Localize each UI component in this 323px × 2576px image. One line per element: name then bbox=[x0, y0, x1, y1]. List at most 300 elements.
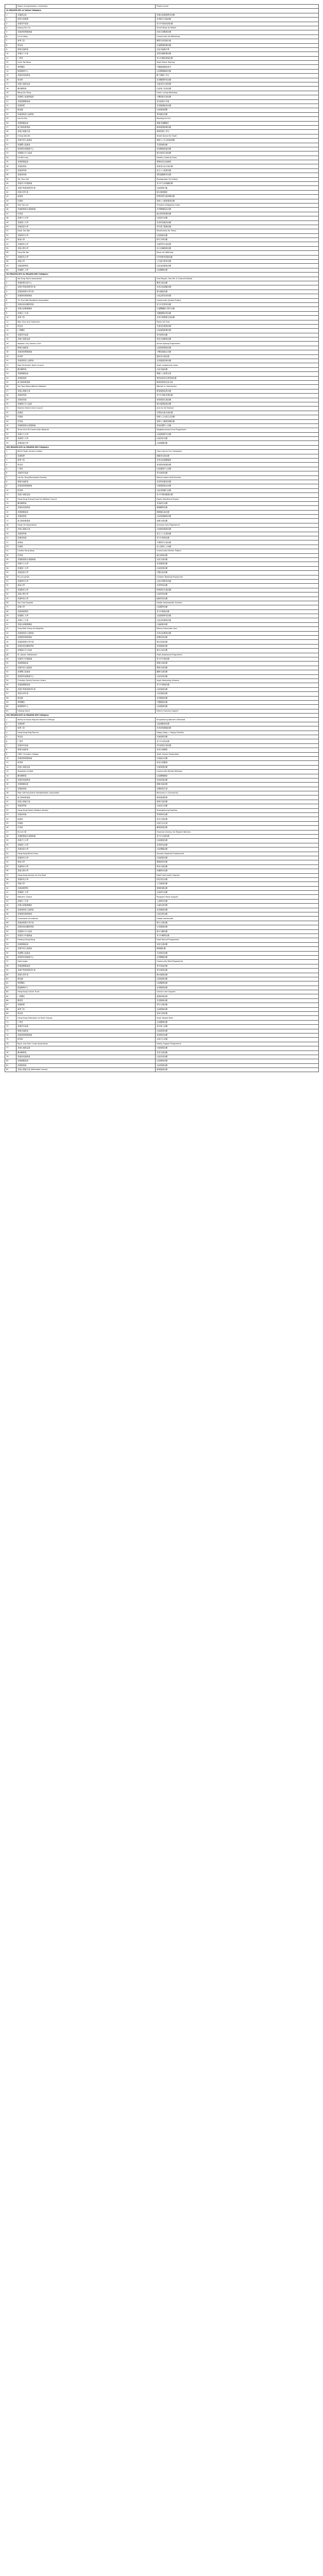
row-number: 7 bbox=[5, 476, 16, 480]
row-number: 60 bbox=[5, 705, 16, 709]
row-number: 29 bbox=[5, 571, 16, 575]
project-name: 社區更生計劃 bbox=[156, 804, 319, 808]
project-name: 社區法律教育計劃 bbox=[156, 579, 319, 583]
row-number: 58 bbox=[5, 260, 16, 264]
table-row bbox=[5, 938, 319, 942]
row-number: 2 bbox=[5, 18, 16, 22]
table-row bbox=[5, 329, 319, 333]
project-name: 女性發展計劃 bbox=[156, 692, 319, 696]
row-number: 16 bbox=[5, 78, 16, 82]
row-number: 2 bbox=[5, 454, 16, 458]
organisation-name: 香港耆康老人福利會 bbox=[16, 112, 156, 116]
project-name: 社福機構能力提升計劃 bbox=[156, 307, 319, 311]
project-name: 社區共融計劃 bbox=[156, 367, 319, 371]
table-row bbox=[5, 791, 319, 795]
project-name: 青年創科計劃 bbox=[156, 333, 319, 337]
project-name: 社區媒體計劃 bbox=[156, 441, 319, 445]
row-number: 33 bbox=[5, 151, 16, 156]
organisation-name: 香港傷健協會 bbox=[16, 121, 156, 125]
table-row bbox=[5, 1007, 319, 1011]
row-number: 54 bbox=[5, 242, 16, 246]
table-row bbox=[5, 39, 319, 43]
project-name: Family Resilience Project bbox=[156, 497, 319, 501]
row-number: 69 bbox=[5, 1012, 16, 1016]
table-row bbox=[5, 454, 319, 458]
project-name: 長者認知障礙計劃 bbox=[156, 726, 319, 731]
organisation-name: 香港婦女中心協會 bbox=[16, 929, 156, 934]
organisation-name: 香港明愛社區中心 bbox=[16, 281, 156, 285]
organisation-name: 香港家庭福利會 bbox=[16, 506, 156, 510]
table-row bbox=[5, 705, 319, 709]
row-number: 57 bbox=[5, 692, 16, 696]
row-number: 12 bbox=[5, 324, 16, 328]
organisation-name: 樂善堂 bbox=[16, 998, 156, 1003]
category-title: (I) HK$200,001 or below Category: bbox=[5, 9, 319, 13]
project-name: 婦女健康計劃 bbox=[156, 973, 319, 977]
project-name: 家庭支援網絡計劃 bbox=[156, 337, 319, 342]
row-number: 11 bbox=[5, 320, 16, 324]
table-row bbox=[5, 1012, 319, 1016]
row-number: 27 bbox=[5, 562, 16, 566]
row-number: 40 bbox=[5, 886, 16, 890]
table-row bbox=[5, 726, 319, 731]
project-name: 家庭教育推廣計劃 bbox=[156, 463, 319, 467]
table-row bbox=[5, 78, 319, 82]
organisation-name: 香港青少年服務處 bbox=[16, 934, 156, 938]
category-row bbox=[5, 714, 319, 718]
project-name: 單親支援計劃 bbox=[156, 662, 319, 666]
project-name: 家庭支援計劃 bbox=[156, 942, 319, 946]
organisation-name: 東華三院 bbox=[16, 1007, 156, 1011]
table-row bbox=[5, 848, 319, 852]
project-name: 中醫社區計劃 bbox=[156, 571, 319, 575]
table-row bbox=[5, 662, 319, 666]
row-number: 28 bbox=[5, 566, 16, 570]
organisation-name: 仁愛堂 bbox=[16, 739, 156, 743]
row-number: 67 bbox=[5, 1003, 16, 1007]
table-row bbox=[5, 921, 319, 925]
row-number: 49 bbox=[5, 221, 16, 225]
table-row bbox=[5, 1046, 319, 1050]
organisation-name: Hong Kong Dog Rescue bbox=[16, 731, 156, 735]
table-row bbox=[5, 311, 319, 315]
row-number: 30 bbox=[5, 575, 16, 579]
row-number: 72 bbox=[5, 1025, 16, 1029]
project-name: 健康推廣計劃 bbox=[156, 994, 319, 998]
project-name: 社區環保行動 bbox=[156, 186, 319, 190]
project-name: 災難應變培訓計劃 bbox=[156, 311, 319, 315]
project-name: 長者健康計劃 bbox=[156, 908, 319, 912]
organisation-name: 東華三院 bbox=[16, 726, 156, 731]
row-number: 80 bbox=[5, 1059, 16, 1063]
project-name: 社區義工培訓計劃 bbox=[156, 87, 319, 91]
row-number: 8 bbox=[5, 43, 16, 47]
project-name: 社區健康推廣計劃 bbox=[156, 329, 319, 333]
project-name: 視障支援計劃 bbox=[156, 666, 319, 670]
organisation-name: 香港紅十字會 bbox=[16, 52, 156, 56]
table-row bbox=[5, 493, 319, 497]
project-name: 創新科技計劃 bbox=[156, 597, 319, 601]
organisation-name: 聖雅各福群會 bbox=[16, 480, 156, 484]
organisation-name: 香港戒毒會 bbox=[16, 173, 156, 177]
project-name: 社區關懷網絡計劃 bbox=[156, 69, 319, 73]
project-name: 長者科技應用計劃 bbox=[156, 221, 319, 225]
organisation-name: 香港小童群益會 bbox=[16, 765, 156, 769]
table-row bbox=[5, 977, 319, 981]
organisation-name: 協康會 bbox=[16, 540, 156, 545]
organisation-name: 香港理工大學 bbox=[16, 566, 156, 570]
table-row bbox=[5, 406, 319, 411]
row-number: 79 bbox=[5, 1055, 16, 1059]
table-row bbox=[5, 1068, 319, 1072]
organisation-name: 香港樹仁大學 bbox=[16, 268, 156, 272]
table-row bbox=[5, 549, 319, 553]
organisation-name: 香港中文大學 bbox=[16, 432, 156, 436]
organisation-name: Christian Family Service Centre bbox=[16, 679, 156, 683]
organisation-name: 香港教育大學 bbox=[16, 865, 156, 869]
organisation-name: 博愛醫院 bbox=[16, 700, 156, 704]
row-number: 26 bbox=[5, 558, 16, 562]
row-number: 12 bbox=[5, 765, 16, 769]
table-row bbox=[5, 268, 319, 272]
row-number: 61 bbox=[5, 977, 16, 981]
table-row bbox=[5, 743, 319, 748]
project-name: 中醫健康講座系列 bbox=[156, 65, 319, 69]
row-number: 47 bbox=[5, 917, 16, 921]
row-number: 52 bbox=[5, 938, 16, 942]
organisation-name: 博愛醫院 bbox=[16, 981, 156, 986]
project-name: 長者健康計劃 bbox=[156, 562, 319, 566]
row-number: 77 bbox=[5, 1046, 16, 1050]
organisation-name: 聖雅各福群會 bbox=[16, 748, 156, 752]
row-number: 12 bbox=[5, 497, 16, 501]
row-number: 37 bbox=[5, 168, 16, 173]
row-number: 4 bbox=[5, 463, 16, 467]
row-number: 45 bbox=[5, 908, 16, 912]
project-name: 聽障支援計劃 bbox=[156, 670, 319, 674]
row-number: 13 bbox=[5, 501, 16, 505]
organisation-name: 香港演藝學院 bbox=[16, 609, 156, 614]
organisation-name: 香港科技大學 bbox=[16, 877, 156, 882]
organisation-name: 香港家庭福利會 bbox=[16, 1055, 156, 1059]
table-row bbox=[5, 852, 319, 856]
project-name: 長期病患支援 bbox=[156, 787, 319, 791]
project-name: 青少年生涯規劃計劃 bbox=[156, 182, 319, 186]
row-number: 48 bbox=[5, 216, 16, 221]
row-number: 41 bbox=[5, 186, 16, 190]
row-number: 35 bbox=[5, 160, 16, 164]
project-name: 智障人士社區生活計劃 bbox=[156, 415, 319, 419]
organisation-name: 香港小童群益會 bbox=[16, 1046, 156, 1050]
header-row bbox=[5, 5, 319, 9]
table-row bbox=[5, 609, 319, 614]
project-name: 科技普及計劃 bbox=[156, 877, 319, 882]
table-row bbox=[5, 986, 319, 990]
row-number: 10 bbox=[5, 52, 16, 56]
table-row bbox=[5, 164, 319, 168]
table-row bbox=[5, 419, 319, 423]
project-name: 青少年禁毒計劃 bbox=[156, 536, 319, 540]
table-row bbox=[5, 246, 319, 250]
organisation-name: 扶康會 bbox=[16, 199, 156, 203]
project-name: 社區健康計劃 bbox=[156, 839, 319, 843]
table-row bbox=[5, 415, 319, 419]
organisation-name: 香港耆康老人福利會 bbox=[16, 908, 156, 912]
organisation-name: 嶺南大學 bbox=[16, 238, 156, 242]
row-number: 34 bbox=[5, 592, 16, 597]
organisation-name: 香港基督教女青年會 bbox=[16, 921, 156, 925]
table-row bbox=[5, 294, 319, 298]
table-row bbox=[5, 441, 319, 445]
project-name: Neighbourhood Care Programme bbox=[156, 428, 319, 432]
category-row bbox=[5, 273, 319, 277]
table-row bbox=[5, 1063, 319, 1067]
row-number: 21 bbox=[5, 99, 16, 104]
project-name: Community Art Workshop bbox=[156, 35, 319, 39]
organisation-name: 嶺南大學 bbox=[16, 584, 156, 588]
project-name: Strengthening Families bbox=[156, 808, 319, 812]
organisation-name: 香港青少年服務處 bbox=[16, 182, 156, 186]
row-number: 15 bbox=[5, 337, 16, 342]
organisation-name: Sham Shui Po Community Network bbox=[16, 428, 156, 432]
project-name: Inclusive Arts Programme bbox=[156, 523, 319, 527]
row-number: 29 bbox=[5, 398, 16, 402]
organisation-name: 香港心理衞生會 bbox=[16, 800, 156, 804]
row-number: 39 bbox=[5, 882, 16, 886]
row-number: 31 bbox=[5, 406, 16, 411]
project-name: 預防濫藥教育計劃 bbox=[156, 173, 319, 177]
row-number: 20 bbox=[5, 800, 16, 804]
category-title: (II) HK$200,001 to HK$400,000 Category: bbox=[5, 273, 319, 277]
organisation-name: 香港善導會 bbox=[16, 168, 156, 173]
project-name: 青年就業計劃 bbox=[156, 471, 319, 476]
project-name: Visually Impaired Employment bbox=[156, 852, 319, 856]
row-number: 37 bbox=[5, 873, 16, 877]
organisation-name: 香港聾人協進會 bbox=[16, 143, 156, 147]
organisation-name: Stewards Limited bbox=[16, 770, 156, 774]
project-name: 無障礙計劃 bbox=[156, 947, 319, 951]
table-row bbox=[5, 783, 319, 787]
organisation-name: Tam Yuk Lan bbox=[16, 203, 156, 207]
row-number: 16 bbox=[5, 342, 16, 346]
table-row bbox=[5, 666, 319, 670]
table-row bbox=[5, 372, 319, 376]
row-number: 18 bbox=[5, 791, 16, 795]
table-row bbox=[5, 545, 319, 549]
project-name: Women in Community bbox=[156, 385, 319, 389]
row-number: 25 bbox=[5, 117, 16, 121]
table-row bbox=[5, 904, 319, 908]
row-number: 52 bbox=[5, 670, 16, 674]
organisation-name: 香港復康會 bbox=[16, 376, 156, 380]
organisation-name: 卓越基金會 bbox=[16, 13, 156, 17]
organisation-name: 香港中文大學 bbox=[16, 216, 156, 221]
row-number: 1 bbox=[5, 718, 16, 722]
project-name: 更生人士就業計劃 bbox=[156, 168, 319, 173]
table-row bbox=[5, 683, 319, 687]
table-row bbox=[5, 302, 319, 307]
project-name: 兒童發展基金計劃 bbox=[156, 484, 319, 488]
project-name: 社區急救培訓計劃 bbox=[156, 294, 319, 298]
project-name: 戒毒康復支援計劃 bbox=[156, 398, 319, 402]
project-name: 家庭健康計劃 bbox=[156, 644, 319, 648]
row-number: 68 bbox=[5, 1007, 16, 1011]
organisation-name: 香港城市大學 bbox=[16, 856, 156, 860]
table-row bbox=[5, 156, 319, 160]
organisation-name: CNEC Christian College bbox=[16, 752, 156, 756]
row-number: 20 bbox=[5, 532, 16, 536]
header-organisation-column: Name of organisation / individual bbox=[16, 5, 156, 9]
project-name: 青年創業分享會 bbox=[156, 99, 319, 104]
row-number: 53 bbox=[5, 942, 16, 946]
row-number: 43 bbox=[5, 195, 16, 199]
project-name: 中醫服務計劃 bbox=[156, 700, 319, 704]
organisation-name: 匡智會 bbox=[16, 826, 156, 830]
table-row bbox=[5, 221, 319, 225]
organisation-name: 匡智會 bbox=[16, 553, 156, 557]
organisation-name: Tin Shui Wai Residents Association bbox=[16, 298, 156, 302]
project-name: 婦女支援計劃 bbox=[156, 921, 319, 925]
table-row bbox=[5, 869, 319, 873]
project-name: 青少年藝術計劃 bbox=[156, 609, 319, 614]
project-name: 兒童保護計劃 bbox=[156, 765, 319, 769]
table-row bbox=[5, 139, 319, 143]
row-number: 7 bbox=[5, 302, 16, 307]
table-row bbox=[5, 398, 319, 402]
project-name: 青少年輔導計劃 bbox=[156, 934, 319, 938]
table-row bbox=[5, 622, 319, 626]
organisation-name: 明愛社會服務 bbox=[16, 18, 156, 22]
organisation-name: Hong Kong Sheng Kung Hui Welfare Council bbox=[16, 497, 156, 501]
table-row bbox=[5, 627, 319, 631]
project-name: Youth Music Sharing bbox=[156, 61, 319, 65]
row-number: 37 bbox=[5, 605, 16, 609]
organisation-name: 香港基督教服務處 bbox=[16, 484, 156, 488]
row-number: 58 bbox=[5, 964, 16, 968]
row-number: 31 bbox=[5, 579, 16, 583]
organisation-name: 救世軍 bbox=[16, 78, 156, 82]
row-number: 21 bbox=[5, 536, 16, 540]
project-name: 更生人士支援計劃 bbox=[156, 532, 319, 536]
table-row bbox=[5, 394, 319, 398]
project-name: 社區醫療計劃 bbox=[156, 1020, 319, 1024]
organisation-name: 嗇色園 bbox=[16, 108, 156, 112]
organisation-name: Yan Chai Hospital bbox=[16, 601, 156, 605]
table-row bbox=[5, 761, 319, 765]
row-number: 2 bbox=[5, 281, 16, 285]
row-number: 6 bbox=[5, 298, 16, 302]
project-name: 家庭支援服務 bbox=[156, 761, 319, 765]
organisation-name: Hong Kong Cancer Fund bbox=[16, 990, 156, 994]
organisation-name: 香港失明人協進會 bbox=[16, 139, 156, 143]
organisation-name: Kwong Hin Tin bbox=[16, 26, 156, 30]
project-name: 手語推廣計劃 bbox=[156, 143, 319, 147]
project-name: 青年義工計劃 bbox=[156, 1025, 319, 1029]
row-number: 42 bbox=[5, 895, 16, 899]
table-row bbox=[5, 87, 319, 91]
organisation-name: 救世軍 bbox=[16, 354, 156, 359]
table-row bbox=[5, 553, 319, 557]
table-row bbox=[5, 618, 319, 622]
organisation-name: 新生精神康復會 bbox=[16, 380, 156, 384]
organisation-name: 香港女青年會 bbox=[16, 973, 156, 977]
organisation-name: 基督教家庭服務中心 bbox=[16, 955, 156, 959]
row-number: 51 bbox=[5, 934, 16, 938]
project-name: 社區服務計劃 bbox=[156, 705, 319, 709]
row-number: 78 bbox=[5, 1050, 16, 1055]
row-number: 11 bbox=[5, 761, 16, 765]
organisation-name: 香港單親協會 bbox=[16, 942, 156, 946]
table-row bbox=[5, 994, 319, 998]
row-number: 14 bbox=[5, 506, 16, 510]
project-name: 精神健康推廣計劃 bbox=[156, 125, 319, 129]
project-name: 特殊需要兒童訓練計劃 bbox=[156, 195, 319, 199]
project-name: 青年義工服務計劃 bbox=[156, 225, 319, 229]
organisation-name: 香港中華基督教青年會 bbox=[16, 186, 156, 190]
header-project-column: Project name bbox=[156, 5, 319, 9]
project-name: 手語教育計劃 bbox=[156, 951, 319, 955]
project-name: 兒童福利計劃 bbox=[156, 735, 319, 739]
project-name: 職業康復計劃 bbox=[156, 826, 319, 830]
organisation-name: 嗇色園 bbox=[16, 696, 156, 700]
project-name: 社區服務計劃 bbox=[156, 1007, 319, 1011]
project-name: Recovery in Community bbox=[156, 791, 319, 795]
table-row bbox=[5, 731, 319, 735]
project-name: Reading for Fun bbox=[156, 117, 319, 121]
table-row bbox=[5, 540, 319, 545]
project-name: 社區創新計劃 bbox=[156, 856, 319, 860]
organisation-name: 香港遊樂場協會 bbox=[16, 683, 156, 687]
project-name: Public Art Trail bbox=[156, 320, 319, 324]
organisation-name: 香港明愛 bbox=[16, 722, 156, 726]
organisation-name: 香港大學 bbox=[16, 605, 156, 609]
table-row bbox=[5, 195, 319, 199]
table-row bbox=[5, 95, 319, 99]
row-number: 38 bbox=[5, 173, 16, 177]
project-name: 社區健康計劃 bbox=[156, 977, 319, 981]
header-number-column bbox=[5, 5, 16, 9]
organisation-name: 仁愛堂 bbox=[16, 1020, 156, 1024]
row-number: 16 bbox=[5, 783, 16, 787]
table-row bbox=[5, 597, 319, 601]
table-row bbox=[5, 437, 319, 441]
organisation-name: 香港青年協會 bbox=[16, 22, 156, 26]
table-row bbox=[5, 1050, 319, 1055]
project-name: 露宿者支援計劃 bbox=[156, 354, 319, 359]
row-number: 74 bbox=[5, 1033, 16, 1037]
organisation-name: 香港單親協會 bbox=[16, 662, 156, 666]
organisation-name: 香港聖約翰救傷會 bbox=[16, 294, 156, 298]
row-number: 61 bbox=[5, 709, 16, 713]
project-name: 婚姻輔導計劃 bbox=[156, 506, 319, 510]
row-number: 19 bbox=[5, 795, 16, 800]
row-number: 38 bbox=[5, 877, 16, 882]
organisation-name: 香港社會服務聯會 bbox=[16, 904, 156, 908]
row-number: 25 bbox=[5, 821, 16, 825]
table-row bbox=[5, 969, 319, 973]
table-row bbox=[5, 121, 319, 125]
table-row bbox=[5, 22, 319, 26]
organisation-name: 香港婦女中心協會 bbox=[16, 649, 156, 653]
organisation-name: 香港社會服務聯會 bbox=[16, 622, 156, 626]
table-row bbox=[5, 1020, 319, 1024]
table-row bbox=[5, 30, 319, 35]
row-number: 43 bbox=[5, 899, 16, 903]
organisation-name: 香港青年協會 bbox=[16, 471, 156, 476]
organisation-name: 香港聖公會福利協會 bbox=[16, 95, 156, 99]
table-row bbox=[5, 1042, 319, 1046]
table-row bbox=[5, 238, 319, 242]
